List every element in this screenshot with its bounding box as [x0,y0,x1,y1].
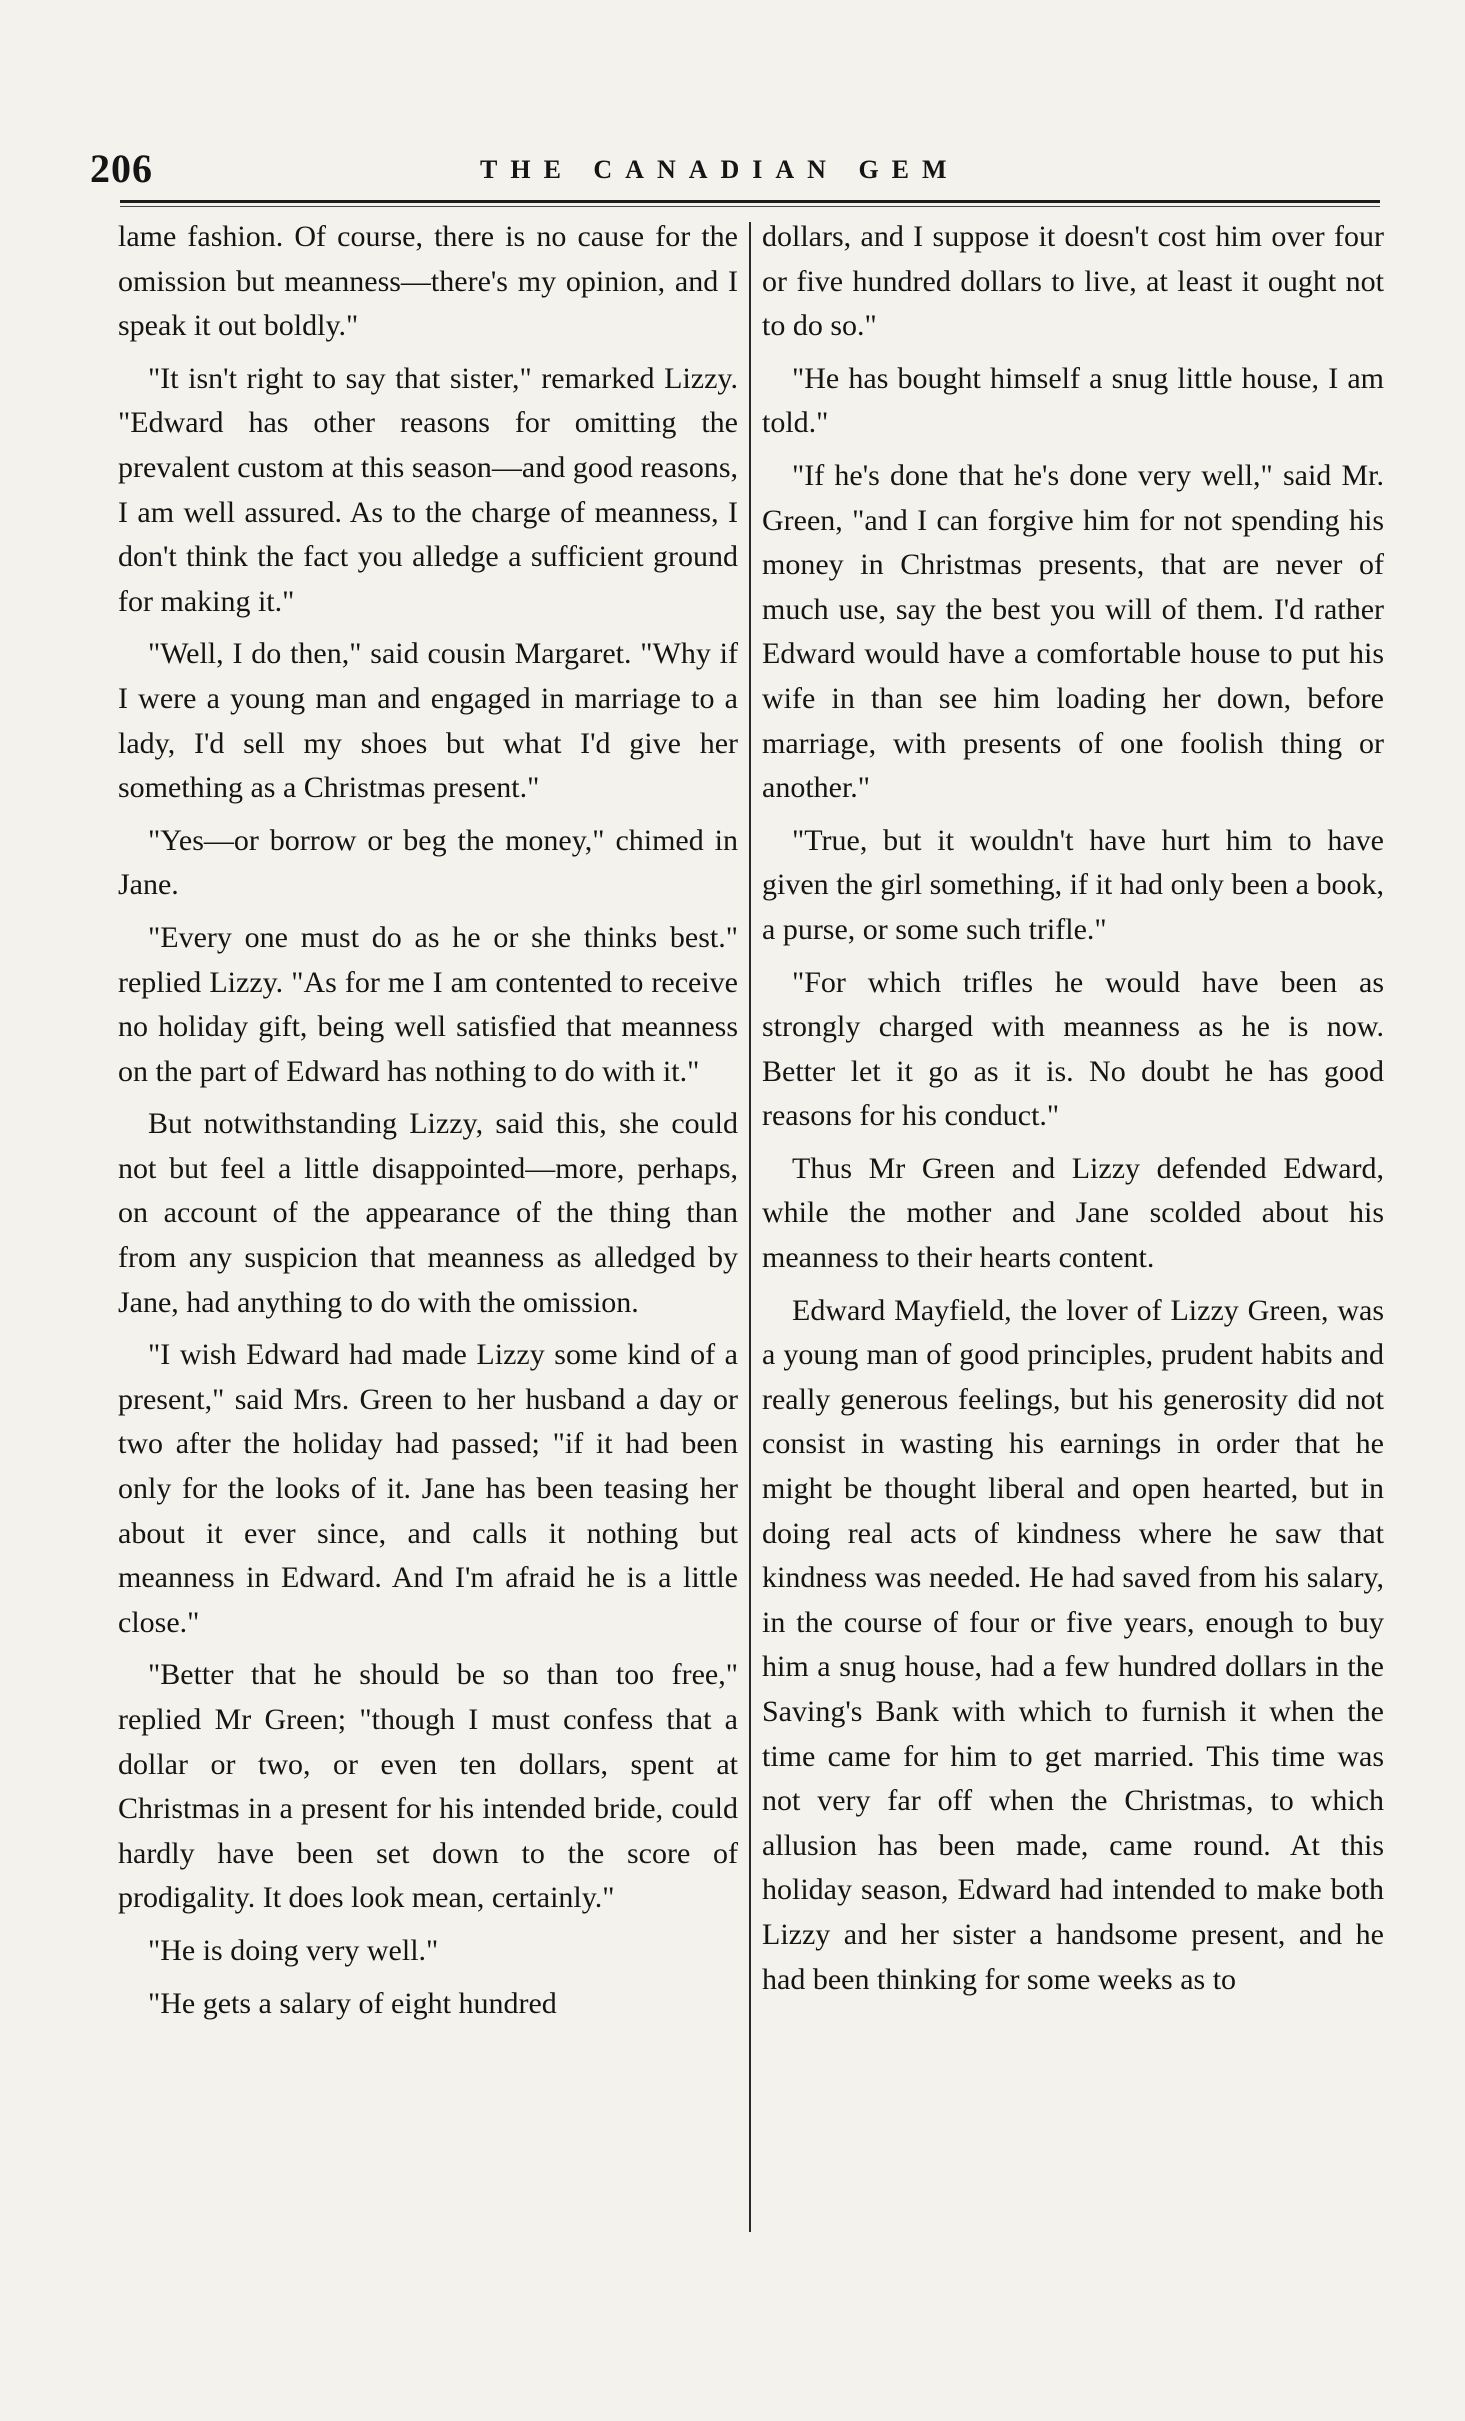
paragraph: "He has bought himself a snug little house, I am told." [762,361,1384,440]
paragraph: Edward Mayfield, the lover of Lizzy Green, was a young man of good principles, prudent habits and really generous feelings, but his generosity did not consist in wasting his earnings in order that he might be thought liberal and open hearted, but in doing real acts of kindness where he saw that kindness was needed. He had saved from his salary, in the course of four or five years, enough to buy him a snug house, had a few hundred dollars in the Saving's Bank with which to furnish it when the time came for him to get married. This time was not very far off when the Christmas, to which allusion has been made, came round. At this holiday season, Edward had intended to make both Lizzy and her sister a handsome present, and he had been thinking for some weeks as to [762,1293,1384,1996]
page-header [90,145,1390,205]
header-rule [120,200,1380,203]
paragraph: "For which trifles he would have been as strongly charged with meanness as he is now. Better let it go as it is. No doubt he has good reasons for his conduct." [762,965,1384,1133]
page-number: 206 [90,146,153,191]
running-title: THE CANADIAN GEM [480,155,960,184]
paragraph: "It isn't right to say that sister," remarked Lizzy. "Edward has other reasons for omitting the prevalent custom at this season—and good reasons, I am well assured. As to the charge of meanness, I don't think the fact you alledge a sufficient ground for making it." [118,361,738,618]
paragraph: "He gets a salary of eight hundred [148,1986,557,2020]
header-rule-thin [120,206,1380,207]
left-column [118,215,738,2034]
paragraph: dollars, and I suppose it doesn't cost him over four or five hundred dollars to live, at least it ought not to do so." [762,220,1384,343]
paragraph: "True, but it wouldn't have hurt him to have given the girl something, if it had only been a book, a purse, or some such trifle." [762,823,1384,946]
column-divider [749,222,751,2232]
paragraph: "He is doing very well." [148,1933,439,1967]
paragraph: lame fashion. Of course, there is no cause for the omission but meanness—there's my opinion, and I speak it out boldly." [118,220,738,343]
paragraph: "I wish Edward had made Lizzy some kind of a present," said Mrs. Green to her husband a day or two after the holiday had passed; "if it had been only for the looks of it. Jane has been teasing her about it ever since, and calls it nothing but meanness in Edward. And I'm afraid he is a little close." [118,1338,738,1639]
paragraph: Thus Mr Green and Lizzy defended Edward, while the mother and Jane scolded about his meanness to their hearts content. [762,1151,1384,1275]
paragraph: But notwithstanding Lizzy, said this, she could not but feel a little disappointed—more, perhaps, on account of the appearance of the thing than from any suspicion that meanness as alledged by Jane, had anything to do with the omission. [118,1107,738,1319]
paragraph: "Well, I do then," said cousin Margaret. "Why if I were a young man and engaged in marriage to a lady, I'd sell my shoes but what I'd give her something as a Christmas present." [118,637,738,805]
paragraph: "Yes—or borrow or beg the money," chimed in Jane. [118,823,738,902]
paragraph: "If he's done that he's done very well," said Mr. Green, "and I can forgive him for not spending his money in Christmas presents, that are never of much use, say the best you will of them. I'd rather Edward would have a comfortable house to put his wife in than see him loading her down, before marriage, with presents of one foolish thing or another." [762,458,1384,805]
right-column [762,215,1384,2010]
paragraph: "Every one must do as he or she thinks best." replied Lizzy. "As for me I am contented to receive no holiday gift, being well satisfied that meanness on the part of Edward has nothing to do with it." [118,920,738,1088]
paragraph: "Better that he should be so than too free," replied Mr Green; "though I must confess that a dollar or two, or even ten dollars, spent at Christmas in a present for his intended bride, could hardly have been set down to the score of prodigality. It does look mean, certainly." [118,1658,738,1915]
